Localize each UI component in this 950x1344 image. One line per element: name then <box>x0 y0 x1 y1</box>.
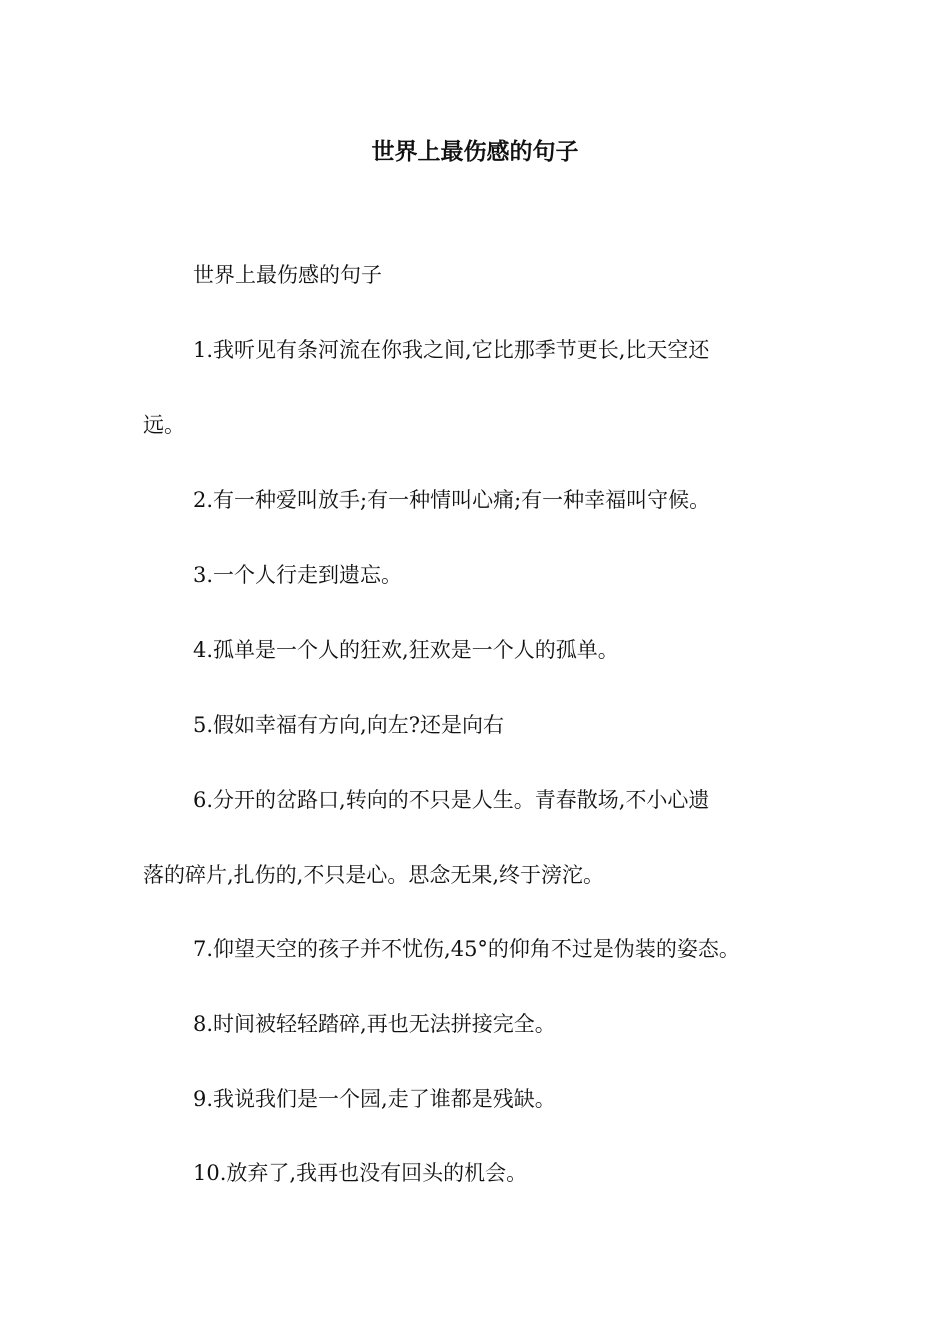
paragraph-3: 3.一个人行走到遗忘。 <box>193 563 403 587</box>
paragraph-1-line-1: 1.我听见有条河流在你我之间,它比那季节更长,比天空还 <box>193 338 710 362</box>
paragraph-2: 2.有一种爱叫放手;有一种情叫心痛;有一种幸福叫守候。 <box>193 488 711 512</box>
paragraph-10: 10.放弃了,我再也没有回头的机会。 <box>193 1161 528 1185</box>
paragraph-5: 5.假如幸福有方向,向左?还是向右 <box>193 713 504 737</box>
paragraph-6-line-1: 6.分开的岔路口,转向的不只是人生。青春散场,不小心遗 <box>193 788 710 812</box>
paragraph-8: 8.时间被轻轻踏碎,再也无法拼接完全。 <box>193 1012 556 1036</box>
paragraph-1-line-2: 远。 <box>143 413 185 437</box>
paragraph-7: 7.仰望天空的孩子并不忧伤,45°的仰角不过是伪装的姿态。 <box>193 937 740 961</box>
paragraph-4: 4.孤单是一个人的狂欢,狂欢是一个人的孤单。 <box>193 638 619 662</box>
paragraph-9: 9.我说我们是一个园,走了谁都是残缺。 <box>193 1087 556 1111</box>
document-title: 世界上最伤感的句子 <box>371 138 579 165</box>
paragraph-6-line-2: 落的碎片,扎伤的,不只是心。思念无果,终于滂沱。 <box>143 863 605 887</box>
section-heading: 世界上最伤感的句子 <box>193 263 382 287</box>
